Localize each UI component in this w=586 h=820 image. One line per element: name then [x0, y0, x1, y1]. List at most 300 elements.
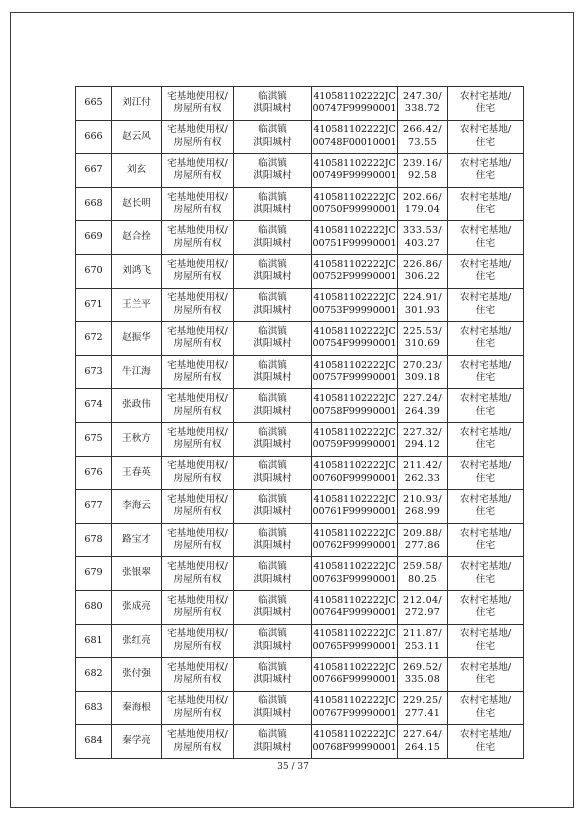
area-cell	[398, 624, 448, 658]
location-line: 临淇镇	[258, 225, 287, 237]
parcel-code-line: 410581102222JC	[313, 729, 396, 741]
serial-number-cell: 668	[76, 187, 112, 221]
table-row	[76, 288, 524, 322]
right-type-cell	[162, 322, 234, 356]
owner-name-cell: 张政伟	[112, 389, 162, 423]
location-line: 淇阳城村	[253, 472, 292, 484]
area-line: 224.91/	[403, 292, 442, 304]
right-type-line: 房屋所有权	[173, 573, 222, 585]
area-line: 227.24/	[403, 393, 442, 405]
serial-number-cell: 673	[76, 355, 112, 389]
serial-number-cell: 675	[76, 422, 112, 456]
right-type-line: 房屋所有权	[173, 237, 222, 249]
location-line: 临淇镇	[258, 594, 287, 606]
land-use-line: 农村宅基地/	[459, 661, 512, 673]
land-use-line: 农村宅基地/	[459, 325, 512, 337]
area-cell	[398, 658, 448, 692]
parcel-code-line: 410581102222JC	[313, 225, 396, 237]
right-type-cell	[162, 691, 234, 725]
right-type-cell	[162, 154, 234, 188]
serial-number-cell: 674	[76, 389, 112, 423]
land-use-line: 住宅	[475, 170, 496, 182]
location-line: 临淇镇	[258, 124, 287, 136]
area-line: 294.12	[404, 439, 441, 451]
parcel-code-line: 410581102222JC	[313, 359, 396, 371]
owner-name-cell: 刘江付	[112, 87, 162, 121]
location-line: 临淇镇	[258, 292, 287, 304]
location-line: 临淇镇	[258, 695, 287, 707]
serial-number-cell: 678	[76, 523, 112, 557]
area-line: 227.32/	[403, 426, 442, 438]
location-cell	[234, 557, 312, 591]
parcel-code-line: 00764F99990001	[312, 607, 397, 619]
parcel-code-line: 410581102222JC	[313, 493, 396, 505]
area-cell	[398, 691, 448, 725]
area-line: 264.39	[404, 405, 441, 417]
land-use-line: 住宅	[475, 338, 496, 350]
right-type-line: 宅基地使用权/	[167, 695, 228, 707]
parcel-code-line: 410581102222JC	[313, 191, 396, 203]
right-type-line: 房屋所有权	[173, 304, 222, 316]
location-line: 淇阳城村	[253, 170, 292, 182]
land-use-line: 农村宅基地/	[459, 225, 512, 237]
area-cell	[398, 725, 448, 759]
right-type-line: 房屋所有权	[173, 607, 222, 619]
land-use-line: 农村宅基地/	[459, 460, 512, 472]
table-body	[76, 87, 524, 759]
location-line: 临淇镇	[258, 191, 287, 203]
parcel-code-line: 00768F99990001	[312, 741, 397, 753]
table-row	[76, 456, 524, 490]
area-cell	[398, 288, 448, 322]
parcel-code-cell	[312, 658, 398, 692]
right-type-line: 房屋所有权	[173, 674, 222, 686]
right-type-line: 宅基地使用权/	[167, 594, 228, 606]
right-type-line: 宅基地使用权/	[167, 225, 228, 237]
land-use-line: 农村宅基地/	[459, 561, 512, 573]
location-line: 淇阳城村	[253, 405, 292, 417]
parcel-code-line: 410581102222JC	[313, 460, 396, 472]
land-use-cell	[448, 691, 524, 725]
location-line: 淇阳城村	[253, 204, 292, 216]
area-line: 262.33	[404, 472, 441, 484]
right-type-line: 房屋所有权	[173, 640, 222, 652]
table-row	[76, 120, 524, 154]
parcel-code-line: 00748F00010001	[312, 136, 397, 148]
location-line: 淇阳城村	[253, 237, 292, 249]
land-use-cell	[448, 658, 524, 692]
location-cell	[234, 658, 312, 692]
right-type-line: 宅基地使用权/	[167, 359, 228, 371]
area-line: 266.42/	[403, 124, 442, 136]
land-use-line: 农村宅基地/	[459, 527, 512, 539]
area-line: 333.53/	[403, 225, 442, 237]
land-use-line: 住宅	[475, 607, 496, 619]
table-row	[76, 322, 524, 356]
land-use-line: 住宅	[475, 204, 496, 216]
right-type-line: 房屋所有权	[173, 506, 222, 518]
area-cell	[398, 187, 448, 221]
serial-number-cell: 669	[76, 221, 112, 255]
right-type-cell	[162, 221, 234, 255]
land-use-line: 住宅	[475, 741, 496, 753]
right-type-line: 房屋所有权	[173, 707, 222, 719]
land-use-line: 农村宅基地/	[459, 695, 512, 707]
land-use-cell	[448, 221, 524, 255]
land-use-line: 农村宅基地/	[459, 594, 512, 606]
area-cell	[398, 120, 448, 154]
land-use-cell	[448, 624, 524, 658]
location-cell	[234, 120, 312, 154]
serial-number-cell: 671	[76, 288, 112, 322]
parcel-code-line: 00762F99990001	[312, 540, 397, 552]
area-line: 277.86	[404, 540, 441, 552]
land-use-line: 住宅	[475, 271, 496, 283]
parcel-code-line: 410581102222JC	[313, 258, 396, 270]
serial-number-cell: 676	[76, 456, 112, 490]
parcel-code-line: 410581102222JC	[313, 292, 396, 304]
parcel-code-line: 00757F99990001	[312, 372, 397, 384]
serial-number-cell: 665	[76, 87, 112, 121]
location-cell	[234, 456, 312, 490]
owner-name-cell: 张成亮	[112, 590, 162, 624]
parcel-code-line: 410581102222JC	[313, 527, 396, 539]
area-line: 247.30/	[403, 90, 442, 102]
owner-name-cell: 王秋方	[112, 422, 162, 456]
parcel-code-cell	[312, 322, 398, 356]
location-cell	[234, 221, 312, 255]
land-use-line: 农村宅基地/	[459, 90, 512, 102]
location-line: 淇阳城村	[253, 304, 292, 316]
location-line: 淇阳城村	[253, 372, 292, 384]
area-line: 211.87/	[403, 628, 442, 640]
parcel-code-cell	[312, 725, 398, 759]
parcel-code-line: 00765F99990001	[312, 640, 397, 652]
land-use-cell	[448, 120, 524, 154]
area-line: 272.97	[404, 607, 441, 619]
parcel-code-cell	[312, 154, 398, 188]
location-cell	[234, 624, 312, 658]
owner-name-cell: 刘玄	[112, 154, 162, 188]
parcel-code-cell	[312, 624, 398, 658]
land-use-line: 农村宅基地/	[459, 426, 512, 438]
location-line: 淇阳城村	[253, 136, 292, 148]
owner-name-cell: 李海云	[112, 490, 162, 524]
land-use-line: 住宅	[475, 405, 496, 417]
land-use-cell	[448, 254, 524, 288]
land-use-cell	[448, 456, 524, 490]
serial-number-cell: 681	[76, 624, 112, 658]
right-type-cell	[162, 120, 234, 154]
area-line: 264.15	[404, 741, 441, 753]
serial-number-cell: 679	[76, 557, 112, 591]
location-cell	[234, 691, 312, 725]
parcel-code-line: 410581102222JC	[313, 157, 396, 169]
right-type-cell	[162, 355, 234, 389]
area-line: 212.04/	[403, 594, 442, 606]
parcel-code-cell	[312, 422, 398, 456]
owner-name-cell: 王春英	[112, 456, 162, 490]
owner-name-cell: 赵云风	[112, 120, 162, 154]
land-use-line: 住宅	[475, 237, 496, 249]
area-line: 227.64/	[403, 729, 442, 741]
area-line: 92.58	[408, 170, 437, 182]
area-cell	[398, 322, 448, 356]
parcel-code-line: 410581102222JC	[313, 628, 396, 640]
table-row	[76, 490, 524, 524]
table-row	[76, 725, 524, 759]
right-type-line: 宅基地使用权/	[167, 426, 228, 438]
location-line: 淇阳城村	[253, 741, 292, 753]
area-cell	[398, 490, 448, 524]
owner-name-cell: 刘鸿飞	[112, 254, 162, 288]
land-use-line: 住宅	[475, 573, 496, 585]
location-line: 临淇镇	[258, 661, 287, 673]
table-row	[76, 590, 524, 624]
location-line: 淇阳城村	[253, 573, 292, 585]
owner-name-cell: 王兰平	[112, 288, 162, 322]
owner-name-cell: 赵长明	[112, 187, 162, 221]
table-row	[76, 154, 524, 188]
right-type-line: 房屋所有权	[173, 170, 222, 182]
location-cell	[234, 490, 312, 524]
area-cell	[398, 590, 448, 624]
right-type-line: 宅基地使用权/	[167, 325, 228, 337]
location-cell	[234, 322, 312, 356]
location-line: 临淇镇	[258, 393, 287, 405]
table-row	[76, 254, 524, 288]
right-type-line: 宅基地使用权/	[167, 393, 228, 405]
parcel-code-line: 00758F99990001	[312, 405, 397, 417]
area-line: 80.25	[408, 573, 437, 585]
area-line: 229.25/	[403, 695, 442, 707]
parcel-code-cell	[312, 557, 398, 591]
land-use-line: 住宅	[475, 136, 496, 148]
land-use-cell	[448, 590, 524, 624]
right-type-line: 房屋所有权	[173, 741, 222, 753]
location-line: 临淇镇	[258, 561, 287, 573]
land-use-line: 住宅	[475, 439, 496, 451]
area-line: 338.72	[404, 103, 441, 115]
location-line: 淇阳城村	[253, 103, 292, 115]
area-line: 306.22	[404, 271, 441, 283]
land-use-line: 农村宅基地/	[459, 393, 512, 405]
right-type-line: 宅基地使用权/	[167, 661, 228, 673]
right-type-line: 房屋所有权	[173, 540, 222, 552]
location-line: 临淇镇	[258, 628, 287, 640]
parcel-code-line: 00753F99990001	[312, 304, 397, 316]
right-type-line: 房屋所有权	[173, 338, 222, 350]
table-row	[76, 389, 524, 423]
parcel-code-cell	[312, 120, 398, 154]
location-cell	[234, 590, 312, 624]
area-cell	[398, 355, 448, 389]
right-type-cell	[162, 624, 234, 658]
right-type-line: 房屋所有权	[173, 271, 222, 283]
parcel-code-line: 410581102222JC	[313, 695, 396, 707]
area-line: 225.53/	[403, 325, 442, 337]
table-row	[76, 422, 524, 456]
location-line: 临淇镇	[258, 359, 287, 371]
right-type-line: 宅基地使用权/	[167, 191, 228, 203]
area-cell	[398, 389, 448, 423]
land-use-cell	[448, 490, 524, 524]
right-type-line: 宅基地使用权/	[167, 527, 228, 539]
area-line: 73.55	[408, 136, 437, 148]
land-use-line: 住宅	[475, 640, 496, 652]
location-cell	[234, 725, 312, 759]
land-use-cell	[448, 557, 524, 591]
serial-number-cell: 680	[76, 590, 112, 624]
land-use-line: 农村宅基地/	[459, 157, 512, 169]
right-type-cell	[162, 590, 234, 624]
location-line: 淇阳城村	[253, 271, 292, 283]
serial-number-cell: 672	[76, 322, 112, 356]
table-row	[76, 691, 524, 725]
right-type-line: 房屋所有权	[173, 136, 222, 148]
location-line: 临淇镇	[258, 527, 287, 539]
location-cell	[234, 187, 312, 221]
location-cell	[234, 389, 312, 423]
land-use-cell	[448, 389, 524, 423]
right-type-cell	[162, 422, 234, 456]
area-line: 179.04	[404, 204, 441, 216]
table-row	[76, 658, 524, 692]
parcel-code-line: 00747F99990001	[312, 103, 397, 115]
parcel-code-line: 00749F99990001	[312, 170, 397, 182]
parcel-code-line: 00763F99990001	[312, 573, 397, 585]
owner-name-cell: 赵合拴	[112, 221, 162, 255]
serial-number-cell: 666	[76, 120, 112, 154]
right-type-line: 宅基地使用权/	[167, 124, 228, 136]
land-use-line: 农村宅基地/	[459, 292, 512, 304]
right-type-line: 房屋所有权	[173, 439, 222, 451]
right-type-cell	[162, 658, 234, 692]
table-row	[76, 355, 524, 389]
parcel-code-line: 00759F99990001	[312, 439, 397, 451]
parcel-code-line: 410581102222JC	[313, 426, 396, 438]
land-use-line: 住宅	[475, 540, 496, 552]
area-line: 239.16/	[403, 157, 442, 169]
location-line: 淇阳城村	[253, 338, 292, 350]
area-line: 253.11	[404, 640, 441, 652]
area-cell	[398, 557, 448, 591]
land-use-line: 农村宅基地/	[459, 191, 512, 203]
area-line: 268.99	[404, 506, 441, 518]
area-line: 210.93/	[403, 493, 442, 505]
land-use-cell	[448, 87, 524, 121]
right-type-line: 宅基地使用权/	[167, 729, 228, 741]
parcel-code-line: 410581102222JC	[313, 393, 396, 405]
parcel-code-line: 410581102222JC	[313, 561, 396, 573]
parcel-code-line: 410581102222JC	[313, 124, 396, 136]
table-row	[76, 523, 524, 557]
area-cell	[398, 154, 448, 188]
land-use-line: 住宅	[475, 707, 496, 719]
land-use-cell	[448, 725, 524, 759]
parcel-code-line: 410581102222JC	[313, 325, 396, 337]
area-cell	[398, 221, 448, 255]
parcel-code-cell	[312, 355, 398, 389]
location-cell	[234, 355, 312, 389]
area-cell	[398, 254, 448, 288]
location-cell	[234, 523, 312, 557]
land-use-line: 住宅	[475, 372, 496, 384]
right-type-cell	[162, 490, 234, 524]
owner-name-cell: 秦学亮	[112, 725, 162, 759]
parcel-code-cell	[312, 187, 398, 221]
parcel-code-cell	[312, 254, 398, 288]
right-type-line: 房屋所有权	[173, 405, 222, 417]
table-row	[76, 624, 524, 658]
location-line: 临淇镇	[258, 460, 287, 472]
table-row	[76, 557, 524, 591]
location-line: 淇阳城村	[253, 506, 292, 518]
area-line: 310.69	[404, 338, 441, 350]
parcel-code-line: 410581102222JC	[313, 90, 396, 102]
right-type-line: 房屋所有权	[173, 372, 222, 384]
owner-name-cell: 路宝才	[112, 523, 162, 557]
location-line: 临淇镇	[258, 90, 287, 102]
parcel-code-line: 00767F99990001	[312, 707, 397, 719]
parcel-code-line: 00751F99990001	[312, 237, 397, 249]
area-line: 301.93	[404, 304, 441, 316]
right-type-line: 宅基地使用权/	[167, 460, 228, 472]
table-row	[76, 187, 524, 221]
land-use-line: 农村宅基地/	[459, 729, 512, 741]
area-line: 209.88/	[403, 527, 442, 539]
right-type-line: 宅基地使用权/	[167, 258, 228, 270]
land-use-cell	[448, 288, 524, 322]
land-use-line: 农村宅基地/	[459, 628, 512, 640]
table-row	[76, 221, 524, 255]
land-use-line: 农村宅基地/	[459, 493, 512, 505]
land-use-cell	[448, 322, 524, 356]
area-line: 259.58/	[403, 561, 442, 573]
parcel-code-cell	[312, 691, 398, 725]
area-cell	[398, 87, 448, 121]
owner-name-cell: 赵振华	[112, 322, 162, 356]
location-line: 淇阳城村	[253, 607, 292, 619]
location-line: 临淇镇	[258, 258, 287, 270]
location-cell	[234, 288, 312, 322]
parcel-code-cell	[312, 456, 398, 490]
table-row	[76, 87, 524, 121]
right-type-line: 宅基地使用权/	[167, 292, 228, 304]
right-type-cell	[162, 288, 234, 322]
parcel-code-cell	[312, 221, 398, 255]
land-use-cell	[448, 187, 524, 221]
parcel-code-line: 00752F99990001	[312, 271, 397, 283]
parcel-code-cell	[312, 288, 398, 322]
area-line: 403.27	[404, 237, 441, 249]
right-type-line: 宅基地使用权/	[167, 493, 228, 505]
right-type-cell	[162, 187, 234, 221]
land-use-line: 住宅	[475, 674, 496, 686]
location-cell	[234, 422, 312, 456]
right-type-cell	[162, 557, 234, 591]
serial-number-cell: 683	[76, 691, 112, 725]
area-cell	[398, 456, 448, 490]
area-line: 277.41	[404, 707, 441, 719]
owner-name-cell: 张付强	[112, 658, 162, 692]
land-use-line: 农村宅基地/	[459, 258, 512, 270]
parcel-code-line: 00750F99990001	[312, 204, 397, 216]
area-line: 211.42/	[403, 460, 442, 472]
parcel-code-line: 00766F99990001	[312, 674, 397, 686]
right-type-cell	[162, 87, 234, 121]
parcel-code-cell	[312, 490, 398, 524]
